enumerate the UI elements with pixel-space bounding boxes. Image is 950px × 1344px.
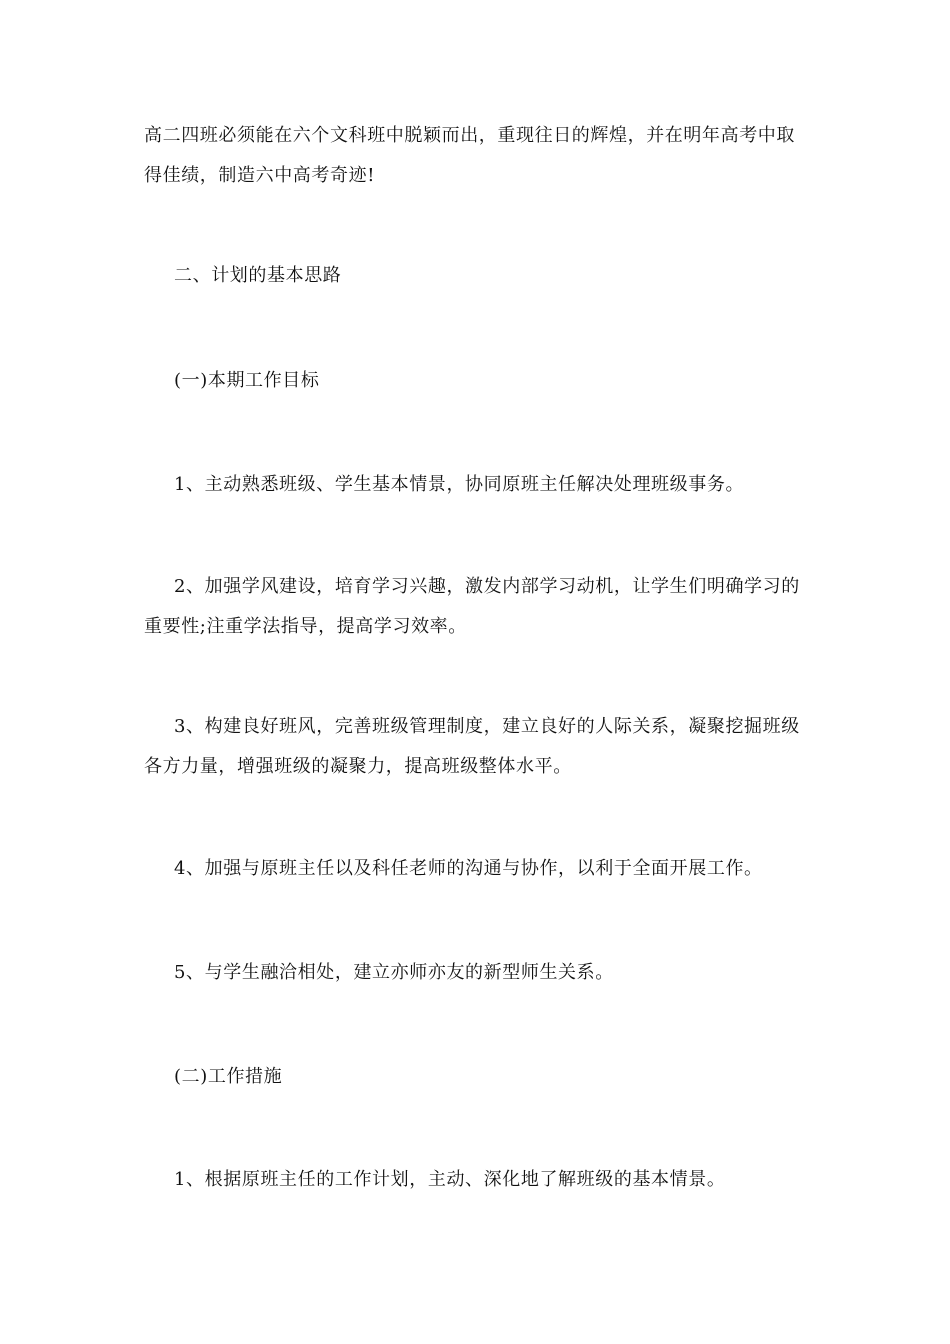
paragraph-class-goal: 高二四班必须能在六个文科班中脱颖而出，重现往日的辉煌，并在明年高考中取得佳绩，制造六中高考奇迹! [144,125,795,186]
goal-item-2: 2、加强学风建设，培育学习兴趣，激发内部学习动机，让学生们明确学习的重要性;注重学法指导，提高学习效率。 [144,576,800,637]
goal-item-5: 5、与学生融洽相处，建立亦师亦友的新型师生关系。 [174,962,614,983]
section-heading-basic-approach: 二、计划的基本思路 [174,265,342,286]
goal-item-3: 3、构建良好班风，完善班级管理制度，建立良好的人际关系，凝聚挖掘班级各方力量，增强班级的凝聚力，提高班级整体水平。 [144,716,800,777]
goal-item-4: 4、加强与原班主任以及科任老师的沟通与协作，以利于全面开展工作。 [174,858,763,879]
measure-item-1: 1、根据原班主任的工作计划，主动、深化地了解班级的基本情景。 [174,1169,726,1190]
subsection-heading-work-measures: (二)工作措施 [174,1066,283,1087]
goal-item-1: 1、主动熟悉班级、学生基本情景，协同原班主任解决处理班级事务。 [174,474,745,495]
subsection-heading-work-goals: (一)本期工作目标 [174,370,320,391]
